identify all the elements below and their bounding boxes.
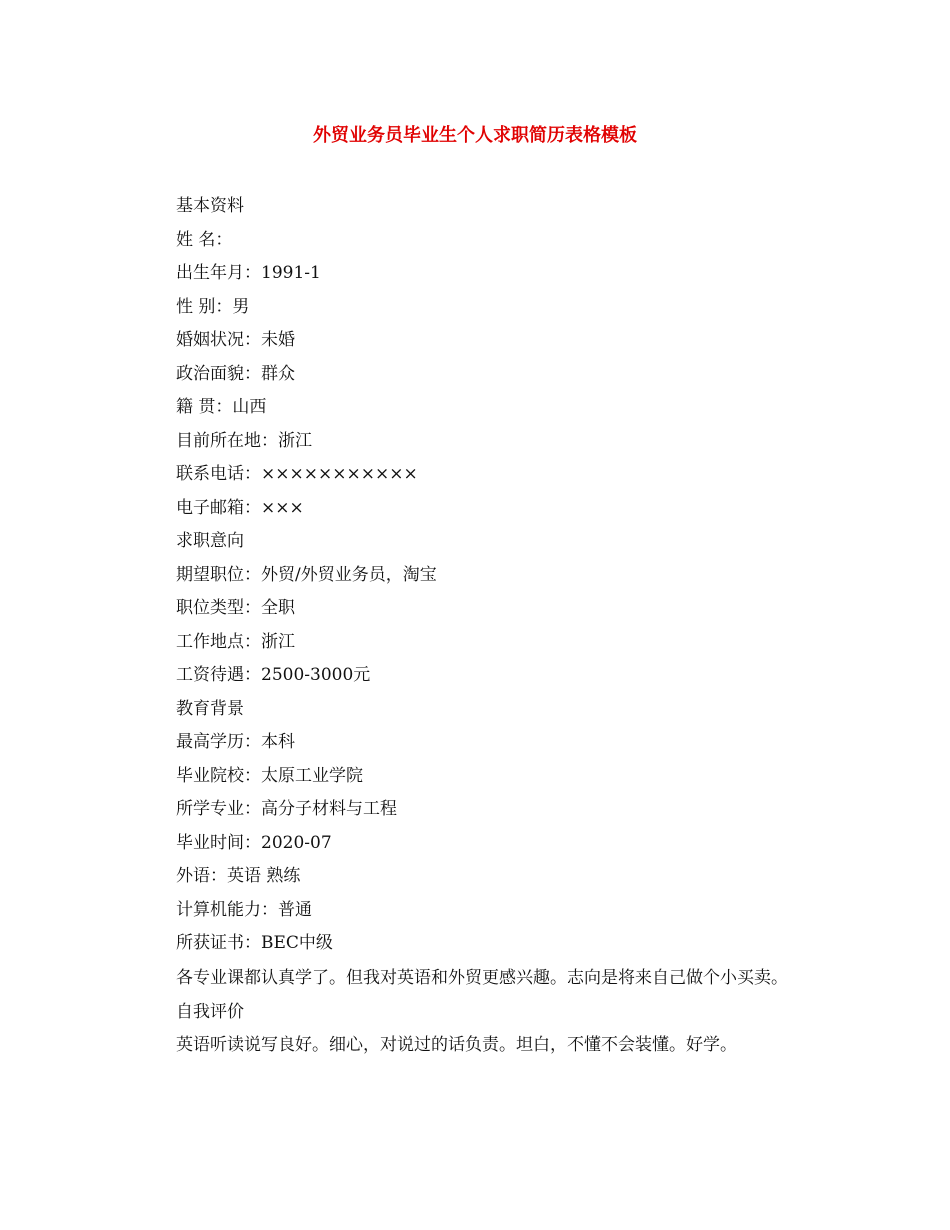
section-heading-intent: 求职意向	[176, 531, 244, 551]
field-origin: 籍 贯：山西	[176, 397, 267, 417]
field-school: 毕业院校：太原工业学院	[176, 765, 363, 786]
field-email: 电子邮箱：×××	[176, 497, 304, 518]
section-heading-self-eval: 自我评价	[176, 1001, 244, 1022]
field-phone: 联系电话：×××××××××××	[176, 464, 418, 484]
self-eval-text: 英语听读说写良好。细心，对说过的话负责。坦白，不懂不会装懂。好学。	[176, 1035, 737, 1055]
field-job-type: 职位类型：全职	[176, 598, 295, 618]
field-gender: 性 别：男	[176, 296, 250, 317]
field-birth: 出生年月：1991-1	[176, 263, 321, 283]
field-certificate: 所获证书：BEC中级	[176, 933, 333, 953]
field-location: 目前所在地：浙江	[176, 430, 312, 451]
field-grad-time: 毕业时间：2020-07	[176, 832, 332, 853]
education-note: 各专业课都认真学了。但我对英语和外贸更感兴趣。志向是将来自己做个小买卖。	[176, 967, 788, 988]
document-title: 外贸业务员毕业生个人求职简历表格模板	[313, 125, 637, 146]
section-heading-education: 教育背景	[176, 698, 244, 719]
resume-body	[140, 190, 810, 1063]
field-degree: 最高学历：本科	[176, 732, 295, 752]
field-language: 外语：英语 熟练	[176, 866, 301, 886]
field-politics: 政治面貌：群众	[176, 363, 295, 384]
field-marriage: 婚姻状况：未婚	[176, 330, 295, 350]
field-name: 姓 名：	[176, 229, 233, 250]
field-computer: 计算机能力：普通	[176, 899, 312, 920]
field-major: 所学专业：高分子材料与工程	[176, 799, 397, 819]
section-heading-basic: 基本资料	[176, 196, 244, 216]
field-work-place: 工作地点：浙江	[176, 631, 295, 652]
field-position: 期望职位：外贸/外贸业务员，淘宝	[176, 564, 437, 585]
field-salary: 工资待遇：2500-3000元	[176, 665, 371, 685]
